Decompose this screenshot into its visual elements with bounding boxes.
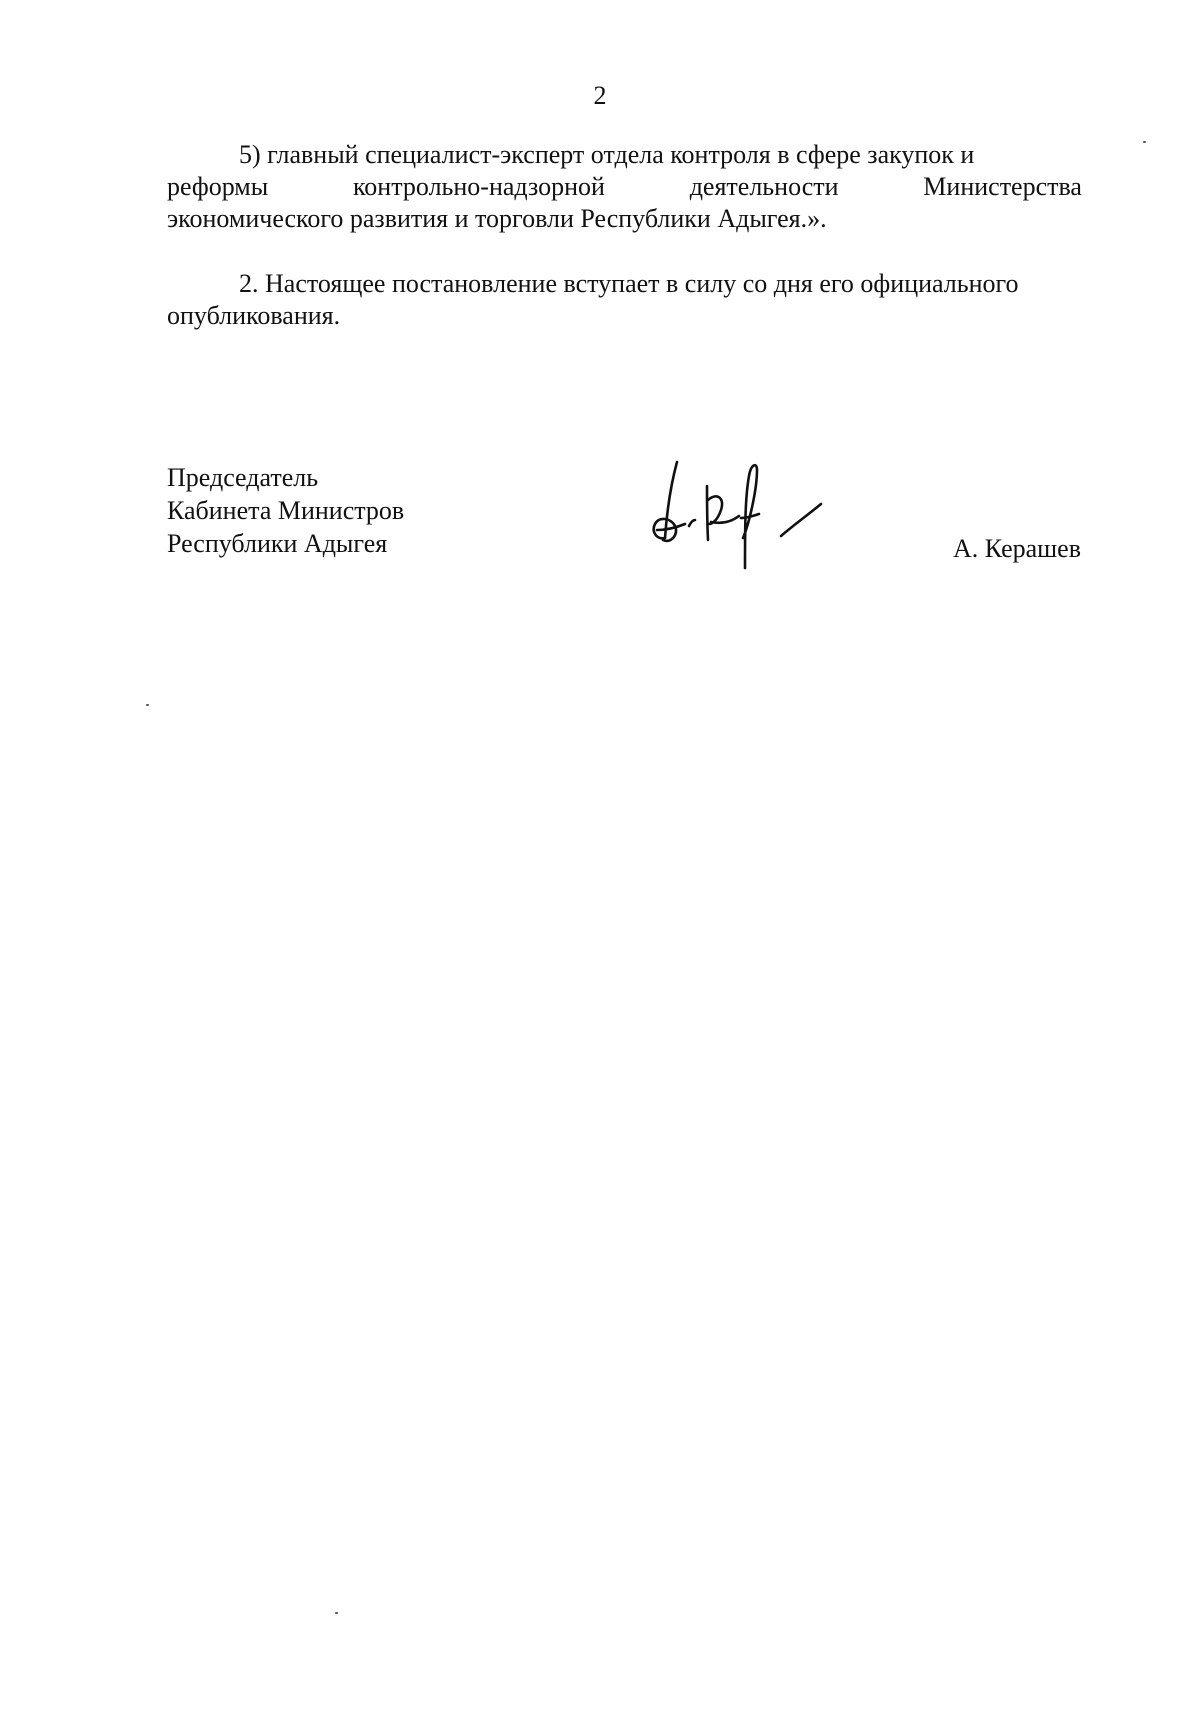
word: реформы [167,172,269,201]
signer-title-line: Кабинета Министров [167,496,405,525]
paragraph-line: экономического развития и торговли Республики Адыгея.». [167,204,827,233]
word: деятельности [689,172,839,201]
signature-stroke [689,520,695,526]
paragraph-item-5 [167,139,1082,235]
signature-stroke [657,524,685,530]
scan-speck [335,1612,338,1614]
paragraph-line: 5) главный специалист-эксперт отдела контроля в сфере закупок и [239,140,975,169]
paragraph-line-justified [167,171,1082,203]
signer-title-line: Республики Адыгея [167,529,388,558]
word: Министерства [923,172,1082,201]
signer-title-block [167,461,404,560]
signer-title-line: Председатель [167,463,319,492]
paragraph-effective-date [167,268,1082,332]
signature-stroke [708,496,722,524]
scan-speck [1143,141,1146,143]
signer-name: А. Керашев [952,534,1081,563]
word: контрольно-надзорной [353,172,605,201]
page-number: 2 [593,81,607,110]
paragraph-line: опубликования. [167,301,341,330]
signature-stroke [781,504,821,536]
scan-speck [146,704,149,706]
paragraph-line: 2. Настоящее постановление вступает в силу со дня его официального [239,269,1019,298]
handwritten-signature [645,440,845,570]
signature-stroke [707,486,708,540]
